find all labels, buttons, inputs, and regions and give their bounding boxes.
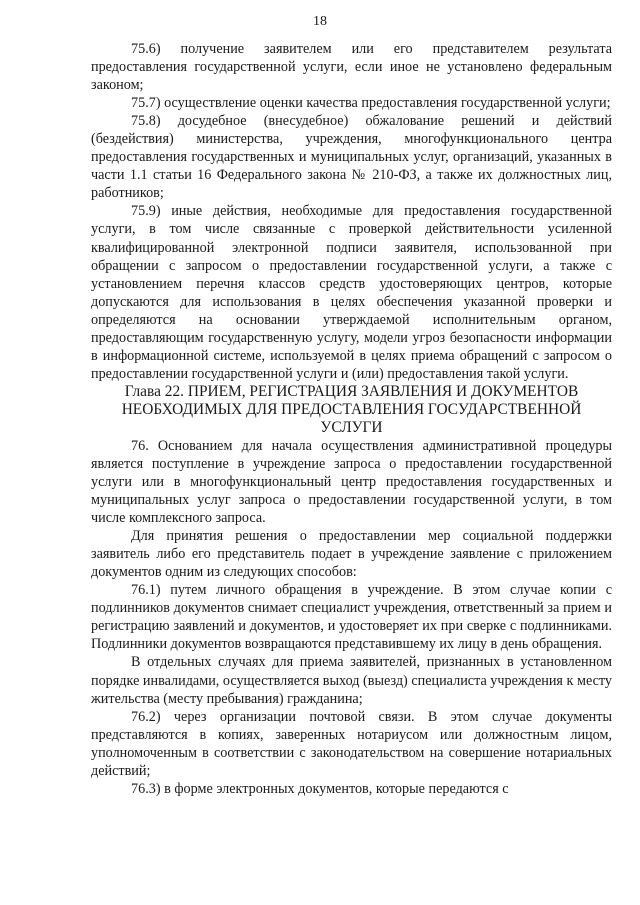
paragraph-home-visit: В отдельных случаях для приема заявителей, признанных в установленном порядке инвалидами, осуществляется выход (выезд) специалиста учреждения к месту жительства (месту пребывания) гражданина; <box>91 654 612 707</box>
page-number: 18 <box>313 14 327 29</box>
paragraph-76: 76. Основанием для начала осуществления административной процедуры является поступление в учреждение запроса о предоставлении государственной услуги или в многофункциональный центр предоставления государственных и муниципальных услуг запроса о предоставлении государственной услуги, в том числе комплексного запроса. <box>91 437 612 527</box>
chapter-heading-line-1: Глава 22. ПРИЕМ, РЕГИСТРАЦИЯ ЗАЯВЛЕНИЯ И ДОКУМЕНТОВ <box>124 382 579 400</box>
paragraph-75-9: 75.9) иные действия, необходимые для предоставления государственной услуги, в том числе связанные с проверкой действительности усиленной квалифицированной электронной подписи заявителя, использованной при обращении с запросом о предоставлении государственной услуги, а также с установлением перечня классов средств удостоверяющих центров, которые допускаются для использования в целях обеспечения указанной проверки и определяются на основании утверждаемой исполнительным органом, предоставляющим государственную услугу, модели угроз безопасности информации в информационной системе, используемой в целях приема обращений с запросом о предоставлении государственной услуги и (или) предоставления такой услуги. <box>91 203 612 382</box>
paragraph-75-8: 75.8) досудебное (внесудебное) обжалование решений и действий (бездействия) министерства, учреждения, многофункционального центра предоставления государственных и муниципальных услуг, организаций, указанных в части 1.1 статьи 16 Федерального закона № 210-ФЗ, а также их должностных лиц, работников; <box>91 113 612 202</box>
paragraph-76-2: 76.2) через организации почтовой связи. В этом случае документы представляются в копиях, заверенных нотариусом или должностным лицом, уполномоченным в соответствии с законодательством на совершение нотариальных действий; <box>91 708 612 779</box>
chapter-heading-line-2: НЕОБХОДИМЫХ ДЛЯ ПРЕДОСТАВЛЕНИЯ ГОСУДАРСТВЕННОЙ <box>121 400 582 418</box>
chapter-heading <box>91 383 612 437</box>
paragraph-75-7: 75.7) осуществление оценки качества предоставления государственной услуги; <box>131 95 611 112</box>
chapter-heading-line-3: УСЛУГИ <box>320 418 383 436</box>
document-body <box>91 40 612 798</box>
paragraph-submission-methods: Для принятия решения о предоставлении мер социальной поддержки заявитель либо его представитель подает в учреждение заявление с приложением документов одним из следующих способов: <box>91 528 612 581</box>
paragraph-75-6: 75.6) получение заявителем или его представителем результата предоставления государственной услуги, если иное не установлено федеральным законом; <box>91 41 612 94</box>
paragraph-76-1: 76.1) путем личного обращения в учреждение. В этом случае копии с подлинников документов снимает специалист учреждения, ответственный за прием и регистрацию заявлений и документов, и удостоверяет их при сверке с подлинниками. Подлинники документов возвращаются представившему их лицу в день обращения. <box>91 582 612 653</box>
paragraph-76-3: 76.3) в форме электронных документов, которые передаются с <box>131 780 509 797</box>
